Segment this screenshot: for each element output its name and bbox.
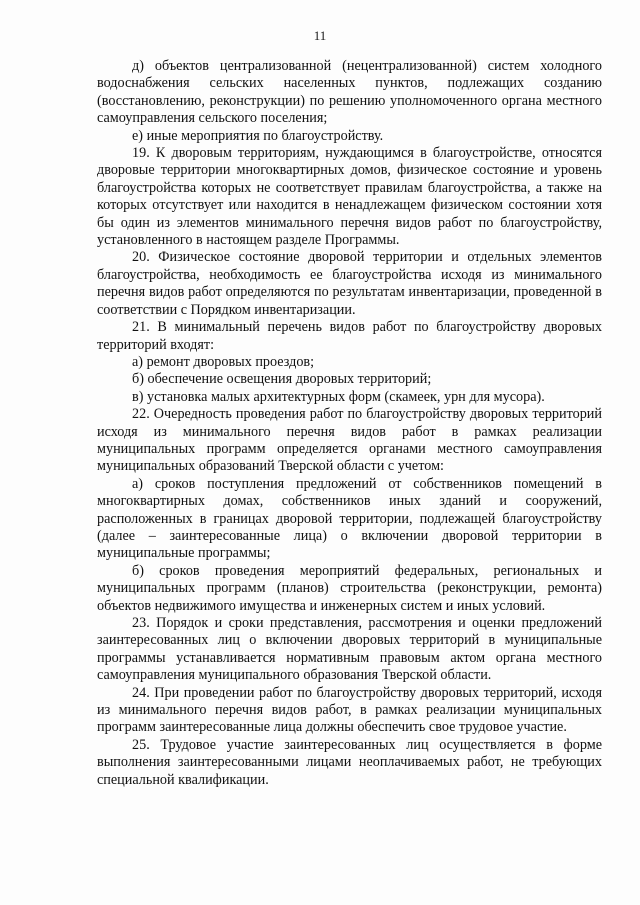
paragraph-item-e: е) иные мероприятия по благоустройству. <box>132 127 384 144</box>
paragraph-22-a: а) сроков поступления предложений от собственников помещений в многоквартирных домах, собственников иных зданий и сооружений, расположенных в границах дворовой территории, подлежащей благоустройству (далее – заинтересованные лица) о включении дворовой территории в муниципальные программы; <box>97 475 602 562</box>
paragraph-23: 23. Порядок и сроки представления, рассмотрения и оценки предложений заинтересованных лиц о включении дворовых территорий в муниципальные программы устанавливается нормативным правовым актом органа местного самоуправления муниципального образования Тверской области. <box>97 615 602 684</box>
list-item-a: а) ремонт дворовых проездов; <box>132 353 315 370</box>
paragraph-19: 19. К дворовым территориям, нуждающимся в благоустройстве, относятся дворовые территории многоквартирных домов, физическое состояние и уровень благоустройства которых не соответствует правилам благоустройства, а также на которых отсутствует или находится в ненадлежащем физическом состоянии хотя бы один из элементов минимального перечня видов работ по благоустройству, установленного в настоящем разделе Программы. <box>97 145 602 249</box>
paragraph-20: 20. Физическое состояние дворовой территории и отдельных элементов благоустройства, необходимость ее благоустройства исходя из минимального перечня видов работ определяются по результатам инвентаризации, проведенной в соответствии с Порядком инвентаризации. <box>97 249 602 318</box>
list-item-v: в) установка малых архитектурных форм (скамеек, урн для мусора). <box>132 388 545 405</box>
paragraph-25: 25. Трудовое участие заинтересованных лиц осуществляется в форме выполнения заинтересованными лицами неоплачиваемых работ, не требующих специальной квалификации. <box>97 736 602 788</box>
paragraph-22-b: б) сроков проведения мероприятий федеральных, региональных и муниципальных программ (планов) строительства (реконструкции, ремонта) объектов недвижимого имущества и инженерных систем и иных условий. <box>97 562 602 614</box>
paragraph-24: 24. При проведении работ по благоустройству дворовых территорий, исходя из минимального перечня видов работ, в рамках реализации муниципальных программ заинтересованные лица должны обеспечить свое трудовое участие. <box>97 684 602 736</box>
list-item-b: б) обеспечение освещения дворовых территорий; <box>132 371 432 388</box>
paragraph-21: 21. В минимальный перечень видов работ по благоустройству дворовых территорий входят: <box>97 319 602 353</box>
page-number: 11 <box>313 28 327 43</box>
document-body <box>97 58 602 789</box>
paragraph-item-d: д) объектов централизованной (нецентрализованной) систем холодного водоснабжения сельских населенных пунктов, подлежащих созданию (восстановлению, реконструкции) по решению уполномоченного органа местного самоуправления сельского поселения; <box>97 58 602 127</box>
paragraph-22: 22. Очередность проведения работ по благоустройству дворовых территорий исходя из минимального перечня видов работ в рамках реализации муниципальных программ определяется органами местного самоуправления муниципальных образований Тверской области с учетом: <box>97 406 602 475</box>
